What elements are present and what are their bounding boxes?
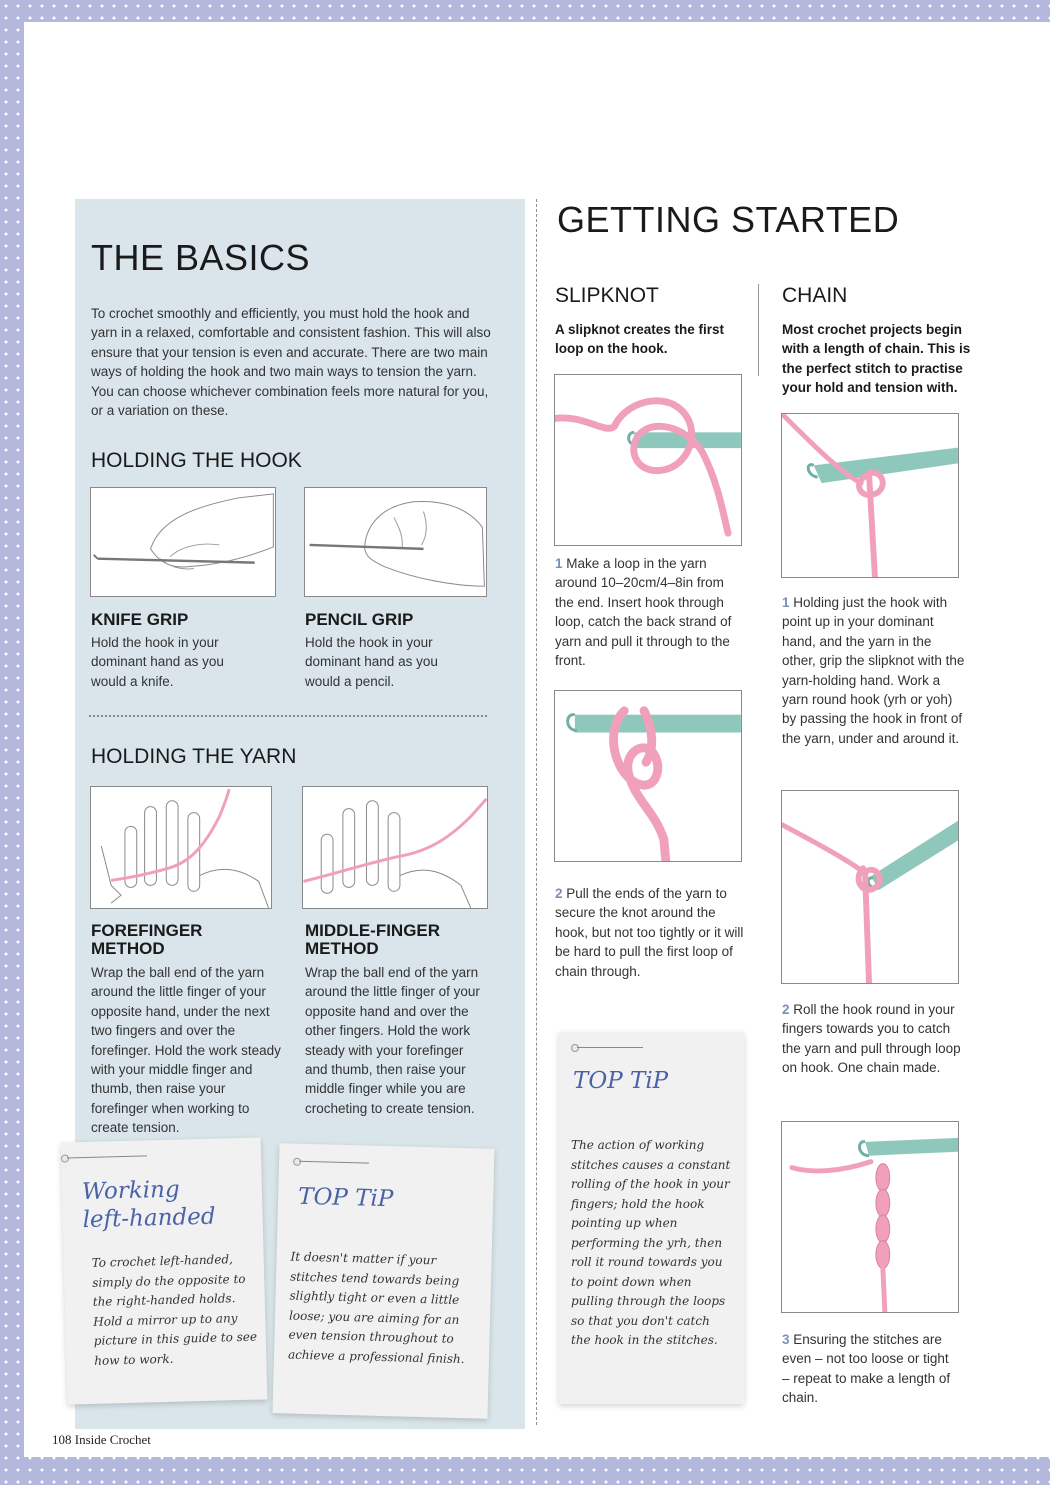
slipknot-heading: SLIPKNOT	[555, 284, 659, 307]
middle-finger-title-line1: MIDDLE-FINGER	[305, 921, 441, 940]
pin-head	[571, 1044, 579, 1052]
middle-finger-method-title	[305, 922, 440, 958]
slipknot-lead: A slipknot creates the first loop on the hook.	[555, 322, 725, 357]
page-number: 108	[52, 1432, 72, 1447]
step-number: 1	[782, 595, 790, 610]
left-handed-title-line1: Working	[81, 1176, 180, 1206]
step-text: Make a loop in the yarn around 10–20cm/4–8in from the end. Insert hook through loop, catch the back strand of yarn and pull it through to the front.	[555, 556, 732, 669]
slipknot-loop-drawing	[555, 375, 741, 545]
chain-step-3-illustration	[781, 1121, 959, 1313]
section-divider	[89, 715, 487, 717]
chain-lead: Most crochet projects begin with a length of chain. This is the perfect stitch to practise your hold and tension with.	[782, 322, 971, 396]
chain-yrh-drawing	[782, 414, 958, 577]
basics-intro: To crochet smoothly and efficiently, you must hold the hook and yarn in a relaxed, comfortable and consistent fashion. This will also ensure that your tension is even and accurate. There are two main ways of holding the hook and two main ways to tension the yarn. You can choose whichever combination feels more natural for you, or a variation on these.	[91, 306, 491, 419]
middle-finger-hand-drawing	[303, 787, 487, 908]
pin-head	[61, 1154, 69, 1162]
forefinger-method-illustration	[90, 786, 272, 909]
slipknot-knot-drawing	[555, 691, 741, 861]
pin	[67, 1155, 147, 1158]
page	[24, 22, 1050, 1457]
step-text: Roll the hook round in your fingers towards you to catch the yarn and pull through loop on hook. One chain made.	[782, 1002, 961, 1076]
knife-grip-title: KNIFE GRIP	[91, 610, 189, 629]
top-tip-1-title: TOP TiP	[297, 1183, 394, 1213]
page-footer	[52, 1432, 151, 1448]
knife-grip-text: Hold the hook in your dominant hand as you would a knife.	[91, 635, 224, 689]
slipknot-step-1-text	[555, 554, 745, 670]
basics-title: THE BASICS	[91, 237, 311, 278]
pencil-grip-illustration	[304, 487, 487, 597]
holding-yarn-heading: HOLDING THE YARN	[91, 745, 297, 768]
publication-name: Inside Crochet	[74, 1432, 151, 1447]
sub-column-divider	[758, 284, 759, 376]
chain-step-3-text	[782, 1330, 957, 1408]
chain-heading: CHAIN	[782, 284, 848, 307]
left-handed-title	[82, 1175, 216, 1234]
chain-pull-through-drawing	[782, 791, 958, 983]
holding-hook-heading: HOLDING THE HOOK	[91, 449, 302, 472]
top-tip-2-text: The action of working stitches causes a constant rolling of the hook in your fingers; hold the hook pointing up when performing the yrh, then roll it round towards you to point down when pulling through the loops so that you don't catch the hook in the stitches.	[571, 1138, 731, 1347]
forefinger-title-line2: METHOD	[91, 939, 165, 958]
slipknot-step-2-text	[555, 884, 745, 981]
step-number: 1	[555, 556, 563, 571]
chain-links	[876, 1164, 890, 1269]
forefinger-method-text: Wrap the ball end of the yarn around the little finger of your opposite hand, under the next two fingers and over the forefinger. Hold the work steady with your middle finger and thumb, then raise your forefinger when working to create tension.	[91, 965, 281, 1136]
pencil-grip-drawing	[305, 488, 486, 596]
chain-step-1-illustration	[781, 413, 959, 578]
getting-started-title: GETTING STARTED	[557, 199, 900, 240]
column-divider	[536, 199, 537, 1425]
chain-length-drawing	[782, 1122, 958, 1312]
step-text: Ensuring the stitches are even – not too loose or tight – repeat to make a length of chain.	[782, 1332, 951, 1406]
slipknot-step-1-illustration	[554, 374, 742, 546]
chain-step-2-illustration	[781, 790, 959, 984]
forefinger-method-title	[91, 922, 202, 958]
pin	[299, 1161, 369, 1164]
step-text: Pull the ends of the yarn to secure the knot around the hook, but not too tightly or it will be hard to pull the first loop of chain through.	[555, 886, 744, 979]
top-tip-note-1	[273, 1143, 495, 1419]
step-number: 2	[555, 886, 563, 901]
knife-grip-illustration	[90, 487, 276, 597]
chain-step-1-text	[782, 593, 967, 748]
left-handed-title-line2: left-handed	[82, 1203, 216, 1234]
chain-step-2-text	[782, 1000, 967, 1078]
knife-grip-drawing	[91, 488, 275, 596]
step-number: 3	[782, 1332, 790, 1347]
slipknot-step-2-illustration	[554, 690, 742, 862]
pin	[577, 1047, 643, 1048]
top-tip-note-2	[559, 1032, 744, 1404]
forefinger-hand-drawing	[91, 787, 271, 908]
top-tip-2-title: TOP TiP	[573, 1068, 669, 1094]
middle-finger-method-text: Wrap the ball end of the yarn around the little finger of your opposite hand and over the other fingers. Hold the work steady with your forefinger and thumb, then raise your middle finger while you are crocheting to create tension.	[305, 965, 480, 1116]
pencil-grip-title: PENCIL GRIP	[305, 610, 414, 629]
left-handed-text: To crochet left-handed, simply do the opposite to the right-handed holds. Hold a mirror up to any picture in this guide to see how to work.	[91, 1252, 258, 1368]
left-handed-note	[61, 1137, 268, 1404]
top-tip-1-text: It doesn't matter if your stitches tend towards being slightly tight or even a little loose; you are aiming for an even tension throughout to achieve a professional finish.	[287, 1249, 465, 1366]
middle-finger-method-illustration	[302, 786, 488, 909]
step-number: 2	[782, 1002, 790, 1017]
pencil-grip-text: Hold the hook in your dominant hand as you would a pencil.	[305, 635, 438, 689]
step-text: Holding just the hook with point up in your dominant hand, and the yarn in the other, grip the slipknot with the yarn-holding hand. Work a yarn round hook (yrh or yoh) by passing the hook in front of the yarn, under and around it.	[782, 595, 965, 746]
forefinger-title-line1: FOREFINGER	[91, 921, 203, 940]
middle-finger-title-line2: METHOD	[305, 939, 379, 958]
